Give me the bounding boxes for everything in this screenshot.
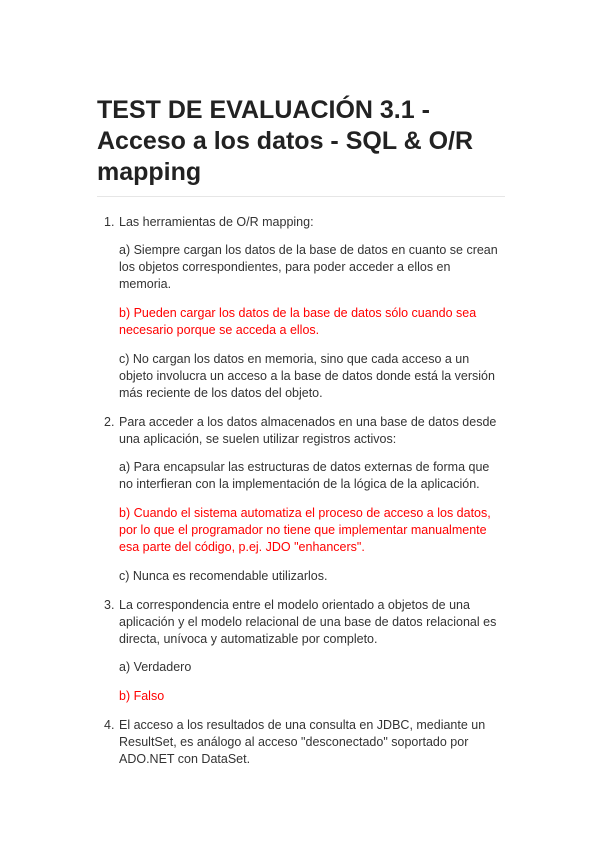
question-number: 3. [104,598,115,612]
question-text: Las herramientas de O/R mapping: [119,215,314,229]
question-list [97,214,505,768]
answer-option: a) Para encapsular las estructuras de datos externas de forma que no interfieran con la implementación de la lógica de la aplicación. [119,460,490,491]
page-title: TEST DE EVALUACIÓN 3.1 - Acceso a los datos - SQL & O/R mapping [97,95,505,197]
question-number: 4. [104,718,115,732]
answer-option: a) Verdadero [119,660,192,674]
answer-option-correct: b) Pueden cargar los datos de la base de datos sólo cuando sea necesario porque se acceda a ellos. [119,306,477,337]
question-item [97,717,505,768]
answer-option-correct: b) Falso [119,689,165,703]
document-page [97,95,505,780]
question-item [97,214,505,402]
question-item [97,414,505,585]
answer-option-correct: b) Cuando el sistema automatiza el proceso de acceso a los datos, por lo que el programador no tiene que implementar manualmente esa parte del código, p.ej. JDO "enhancers". [119,506,491,554]
question-number: 1. [104,215,115,229]
answer-option: c) Nunca es recomendable utilizarlos. [119,569,328,583]
answer-option: a) Siempre cargan los datos de la base de datos en cuanto se crean los objetos correspondientes, para poder acceder a ellos en memoria. [119,243,498,291]
question-text: La correspondencia entre el modelo orientado a objetos de una aplicación y el modelo relacional de una base de datos relacional es directa, unívoca y automatizable por completo. [119,598,497,646]
question-text: Para acceder a los datos almacenados en una base de datos desde una aplicación, se suelen utilizar registros activos: [119,415,497,446]
question-text: El acceso a los resultados de una consulta en JDBC, mediante un ResultSet, es análogo al acceso "desconectado" soportado por ADO.NET con DataSet. [119,718,486,766]
question-item [97,597,505,705]
answer-option: c) No cargan los datos en memoria, sino que cada acceso a un objeto involucra un acceso a la base de datos donde está la versión más reciente de los datos del objeto. [119,352,495,400]
question-number: 2. [104,415,115,429]
